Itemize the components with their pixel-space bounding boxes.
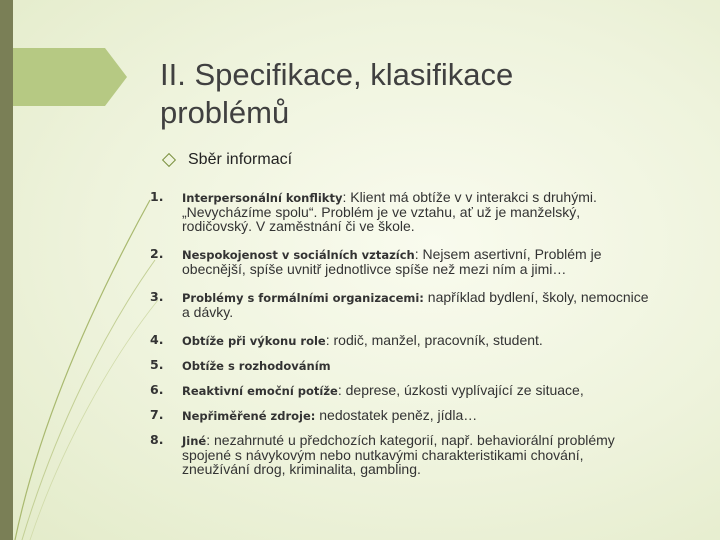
item-term: Obtíže s rozhodováním xyxy=(182,359,331,373)
title-line-2: problémů xyxy=(160,95,290,130)
item-number: 3. xyxy=(150,289,164,304)
item-number: 8. xyxy=(150,432,164,447)
list-item-8 xyxy=(150,433,650,476)
diamond-bullet-icon xyxy=(162,153,176,167)
list-item-7 xyxy=(150,408,650,423)
item-text xyxy=(182,408,650,423)
item-term: Interpersonální konflikty xyxy=(182,191,343,205)
item-term: Nespokojenost v sociálních vztazích xyxy=(182,248,415,262)
item-description: například bydlení, školy, nemocnice a dávky. xyxy=(182,289,649,320)
item-description: : rodič, manžel, pracovník, student. xyxy=(325,332,543,348)
item-number: 4. xyxy=(150,332,164,347)
subheading xyxy=(162,151,292,169)
item-term: Nepřiměřené zdroje: xyxy=(182,409,316,423)
item-number: 6. xyxy=(150,382,164,397)
item-description: : Nejsem asertivní, Problém je obecnější, spíše uvnitř jednotlivce spíše než mezi ním a jimi… xyxy=(182,246,602,277)
item-text xyxy=(182,190,650,233)
item-text xyxy=(182,290,650,319)
item-term: Problémy s formálními organizacemi: xyxy=(182,291,424,305)
list-item-5 xyxy=(150,358,650,373)
item-description: : Klient má obtíže v v interakci s druhými. „Nevycházíme spolu“. Problém je ve vztahu, ať už je manželský, rodičovský. V zaměstnání či ve škole. xyxy=(182,189,597,234)
list-item-6 xyxy=(150,383,650,398)
item-term: Reaktivní emoční potíže xyxy=(182,384,338,398)
item-description: nedostatek peněz, jídla… xyxy=(315,407,478,423)
title-line-1: II. Specifikace, klasifikace xyxy=(160,57,514,92)
item-description: : deprese, úzkosti vyplívající ze situace, xyxy=(337,382,584,398)
slide-title xyxy=(160,56,680,132)
item-text xyxy=(182,358,650,373)
item-text xyxy=(182,433,650,476)
item-term: Obtíže při výkonu role xyxy=(182,334,326,348)
item-number: 5. xyxy=(150,357,164,372)
item-text xyxy=(182,247,650,276)
problem-list xyxy=(150,190,650,476)
title-accent-tab xyxy=(13,48,105,106)
subheading-text: Sběr informací xyxy=(188,151,293,168)
item-number: 2. xyxy=(150,246,164,261)
item-number: 1. xyxy=(150,189,164,204)
list-item-2 xyxy=(150,247,650,276)
list-item-3 xyxy=(150,290,650,319)
item-text xyxy=(182,333,650,348)
list-item-4 xyxy=(150,333,650,348)
item-term: Jiné xyxy=(182,434,207,448)
list-item-1 xyxy=(150,190,650,233)
item-text xyxy=(182,383,650,398)
item-number: 7. xyxy=(150,407,164,422)
item-description: : nezahrnuté u předchozích kategorií, např. behaviorální problémy spojené s návykovým nebo nutkavými charakteristikami chování, zneužívání drog, kriminalita, gambling. xyxy=(182,432,615,477)
